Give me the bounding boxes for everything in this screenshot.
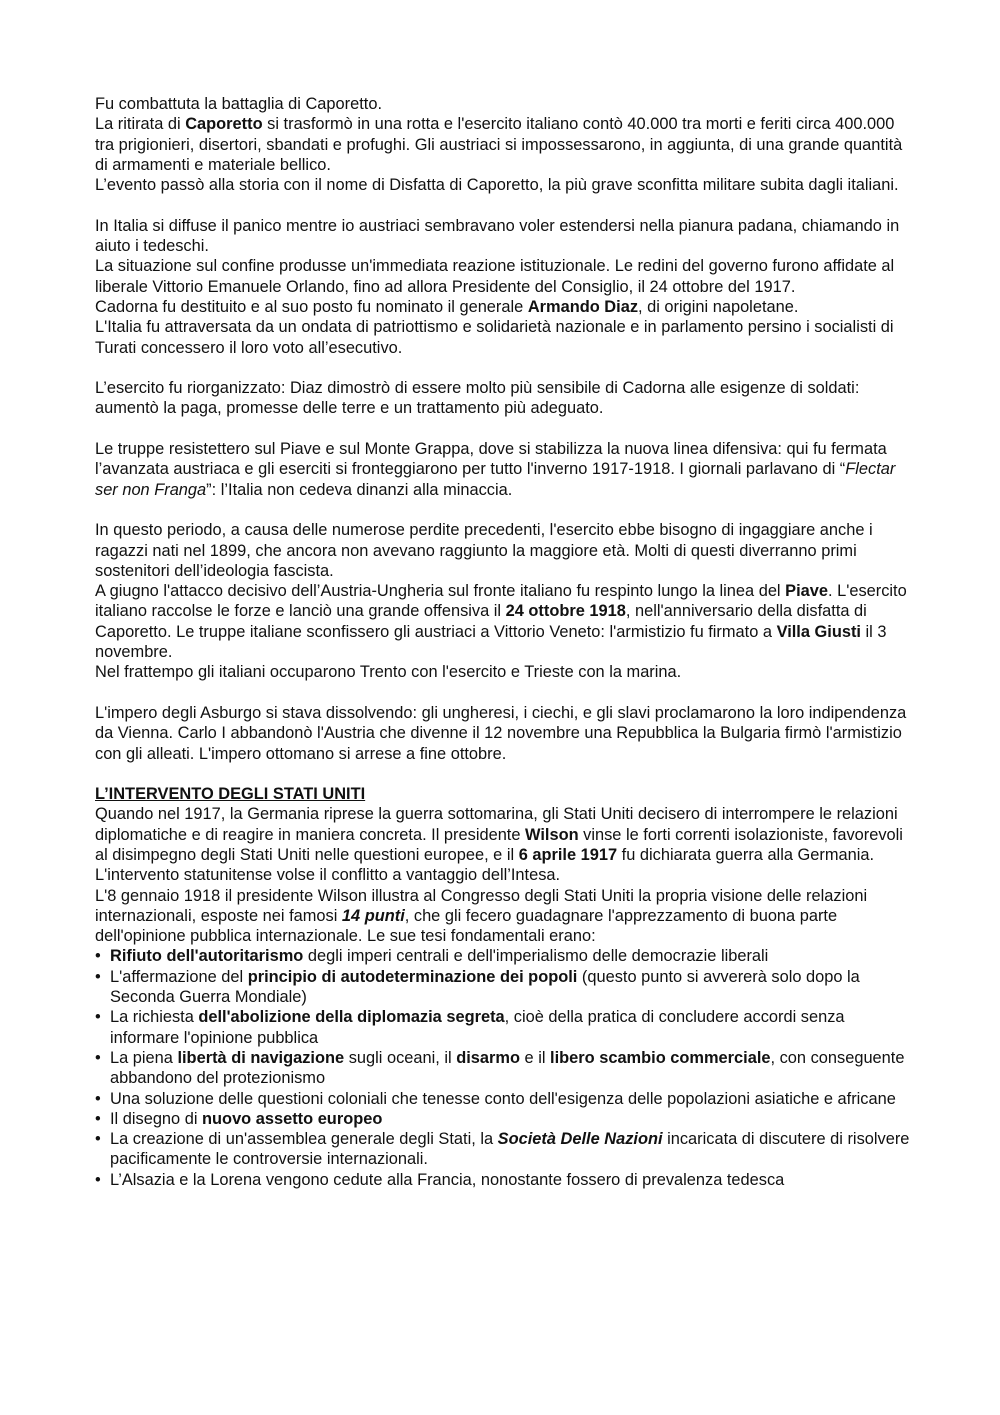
paragraph-piave-grappa: Le truppe resistettero sul Piave e sul Monte Grappa, dove si stabilizza la nuova linea difensiva: qui fu fermata l’avanzata austriaca e gli eserciti si fronteggiarono per tutto l'inverno 1917-1918. I giornali parlavano di “Flectar ser non Franga”: l’Italia non cedeva dinanzi alla minaccia. [95, 440, 896, 499]
emphasis-text: 14 punti [341, 906, 405, 925]
document-page [95, 94, 915, 1190]
paragraph-gap [95, 764, 915, 784]
bullet-item: • La richiesta dell'abolizione della diplomazia segreta, cioè della pratica di concludere accordi senza informare l'opinione pubblica [95, 1007, 915, 1048]
emphasis-text: 24 ottobre 1918 [505, 602, 626, 621]
bullet-item: • Rifiuto dell'autoritarismo degli imperi centrali e dell'imperialismo delle democrazie liberali [95, 946, 915, 966]
emphasis-text: Caporetto [185, 115, 263, 134]
paragraph-wilson-14-points: L'8 gennaio 1918 il presidente Wilson illustra al Congresso degli Stati Uniti la propria visione delle relazioni internazionali, esposte nei famosi 14 punti, che gli fecero guadagnare l'apprezzamento di buona parte dell'opinione pubblica internazionale. Le sue tesi fondamentali erano: [95, 886, 868, 946]
paragraph-diaz: Cadorna fu destituito e al suo posto fu nominato il generale Armando Diaz, di origini napoletane. [95, 297, 799, 316]
emphasis-text: Armando Diaz [527, 297, 639, 316]
paragraph-habsburg-dissolution: L'impero degli Asburgo si stava dissolvendo: gli ungheresi, i ciechi, e gli slavi proclamarono la loro indipendenza da Vienna. Carlo I abbandonò l'Austria che divenne il 12 novembre una Repubblica la Bulgaria firmò l'armistizio con gli alleati. L'impero ottomano si arrese a fine ottobre. [95, 703, 907, 763]
emphasis-text: Piave [785, 582, 828, 601]
bullet-item: • L’Alsazia e la Lorena vengono cedute alla Francia, nonostante fossero di prevalenza tedesca [95, 1170, 915, 1190]
emphasis-text: Villa Giusti [776, 622, 861, 641]
paragraph-panic: In Italia si diffuse il panico mentre io austriaci sembravano voler estendersi nella pianura padana, chiamando in aiuto i tedeschi. [95, 216, 900, 256]
emphasis-text: dell'abolizione della diplomazia segreta [198, 1008, 505, 1027]
paragraph-patriotism: L'Italia fu attraversata da un ondata di patriottismo e solidarietà nazionale e in parlamento persino i socialisti di Turati concessero il loro voto all’esecutivo. [95, 318, 894, 357]
emphasis-text: nuovo assetto europeo [202, 1109, 383, 1128]
paragraph-gap [95, 195, 915, 215]
emphasis-text: Wilson [525, 825, 579, 844]
paragraph-government: La situazione sul confine produsse un'immediata reazione istituzionale. Le redini del governo furono affidate al liberale Vittorio Emanuele Orlando, fino ad allora Presidente del Consiglio, il 24 ottobre del 1917. [95, 257, 895, 296]
bullet-list-14-points [95, 946, 915, 1190]
bullet-item: • La piena libertà di navigazione sugli oceani, il disarmo e il libero scambio commerciale, con conseguente abbandono del protezionismo [95, 1048, 915, 1089]
bullet-item: • Il disegno di nuovo assetto europeo [95, 1109, 915, 1129]
paragraph-1899-conscripts: In questo periodo, a causa delle numerose perdite precedenti, l'esercito ebbe bisogno di ingaggiare anche i ragazzi nati nel 1899, che ancora non avevano raggiunto la maggiore età. Molti di questi diverranno primi sostenitori dell’ideologia fascista. [95, 521, 873, 580]
emphasis-text: 6 aprile 1917 [518, 845, 618, 864]
paragraph-gap [95, 500, 915, 520]
bullet-item: • Una soluzione delle questioni coloniali che tenesse conto dell'esigenza delle popolazioni asiatiche e africane [95, 1089, 915, 1109]
bullet-item: • La creazione di un'assemblea generale degli Stati, la Società Delle Nazioni incaricata di discutere di risolvere pacificamente le controversie internazionali. [95, 1129, 915, 1170]
paragraph-gap [95, 419, 915, 439]
emphasis-text: principio di autodeterminazione dei popoli [247, 967, 578, 986]
bullet-item: • L'affermazione del principio di autodeterminazione dei popoli (questo punto si avvererà solo dopo la Seconda Guerra Mondiale) [95, 967, 915, 1008]
section-title-us-intervention: L’INTERVENTO DEGLI STATI UNITI [95, 785, 366, 804]
emphasis-text: libertà di navigazione [177, 1048, 345, 1067]
paragraph-caporetto-retreat: La ritirata di Caporetto si trasformò in una rotta e l'esercito italiano contò 40.000 tra morti e feriti circa 400.000 tra prigionieri, disertori, sbandati e profughi. Gli austriaci si impossessarono, in aggiunta, di una grande quantità di armamenti e materiale bellico. [95, 115, 903, 174]
paragraph-caporetto-defeat: L’evento passò alla storia con il nome di Disfatta di Caporetto, la più grave sconfitta militare subita dagli italiani. [95, 176, 899, 195]
paragraph-gap [95, 358, 915, 378]
emphasis-text: libero scambio commerciale [550, 1048, 771, 1067]
emphasis-text: Rifiuto dell'autoritarismo [110, 947, 304, 966]
paragraph-caporetto-battle: Fu combattuta la battaglia di Caporetto. [95, 95, 383, 113]
paragraph-us-war: Quando nel 1917, la Germania riprese la guerra sottomarina, gli Stati Uniti decisero di interrompere le relazioni diplomatiche e di reagire in maniera concreta. Il presidente Wilson vinse le forti correnti isolazioniste, favorevoli al disimpegno degli Stati Uniti nelle questioni europee, e il 6 aprile 1917 fu dichiarata guerra alla Germania. L'intervento statunitense volse il conflitto a vantaggio dell’Intesa. [95, 805, 903, 885]
paragraph-reorganization: L’esercito fu riorganizzato: Diaz dimostrò di essere molto più sensibile di Cadorna alle esigenze di soldati: aumentò la paga, promesse delle terre e un trattamento più adeguato. [95, 379, 860, 418]
paragraph-trento-trieste: Nel frattempo gli italiani occuparono Trento con l'esercito e Trieste con la marina. [95, 663, 682, 682]
paragraph-vittorio-veneto: A giugno l'attacco decisivo dell’Austria-Ungheria sul fronte italiano fu respinto lungo la linea del Piave. L'esercito italiano raccolse le forze e lanciò una grande offensiva il 24 ottobre 1918, nell'anniversario della disfatta di Caporetto. Le truppe italiane sconfissero gli austriaci a Vittorio Veneto: l'armistizio fu firmato a Villa Giusti il 3 novembre. [95, 582, 907, 662]
emphasis-text: Società Delle Nazioni [497, 1130, 663, 1149]
paragraph-gap [95, 683, 915, 703]
emphasis-text: disarmo [456, 1048, 520, 1067]
emphasis-text: Flectar ser non Franga [95, 460, 896, 499]
